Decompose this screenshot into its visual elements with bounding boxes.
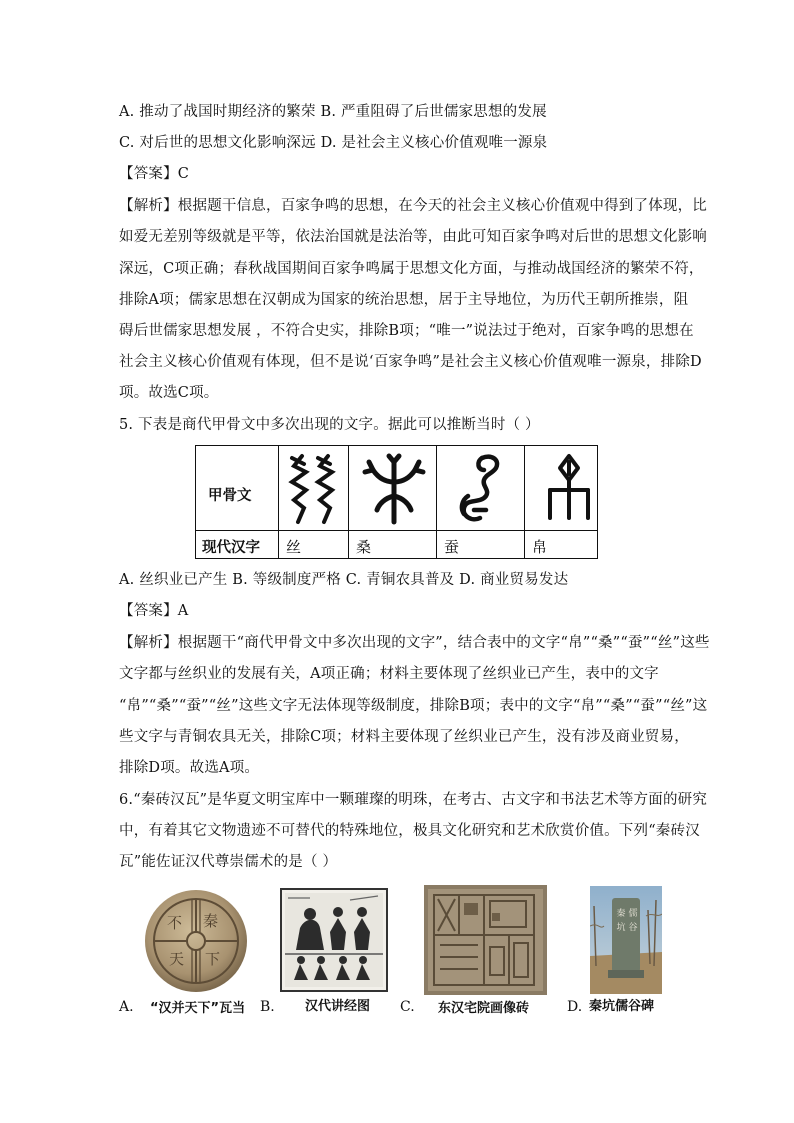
modern-char-1: 丝: [286, 538, 302, 556]
q6-option-c-letter: C.: [400, 999, 415, 1015]
courtyard-brick-image: [424, 885, 547, 995]
oracle-bone-table: [195, 445, 598, 559]
row-label-modern: 现代汉字: [202, 539, 260, 556]
stele-image: [590, 886, 662, 994]
modern-char-3: 蚕: [444, 538, 460, 556]
svg-text:儒: 儒: [628, 909, 638, 919]
question-5-stem: 5. 下表是商代甲骨文中多次出现的文字。据此可以推断当时（ ）: [119, 417, 540, 433]
q5-analysis-3: “帛”“桑”“蚕”“丝”这些文字无法体现等级制度，排除B项；表中的文字“帛”“桑”“蚕”“丝”这: [119, 698, 708, 714]
svg-text:坑: 坑: [616, 923, 626, 933]
analysis-line-2: 如爱无差别等级就是平等，依法治国就是法治等，由此可知百家争鸣对后世的思想文化影响: [119, 229, 707, 245]
answer-line: 【答案】C: [119, 166, 190, 182]
analysis-line-3: 深远，C项正确；春秋战国期间百家争鸣属于思想文化方面，与推动战国经济的繁荣不符，: [119, 261, 704, 277]
analysis-line-5: 碍后世儒家思想发展 ，不符合史实，排除B项；“唯一”说法过于绝对，百家争鸣的思想在: [119, 323, 694, 339]
q6-stem-1: 6.“秦砖汉瓦”是华夏文明宝库中一颗璀璨的明珠，在考古、古文字和书法艺术等方面的研究: [119, 792, 708, 808]
q6-option-b-letter: B.: [260, 999, 275, 1015]
oracle-glyph-silkworm: [446, 452, 516, 526]
q6-option-a-caption: “汉并天下”瓦当: [150, 1001, 246, 1016]
oracle-glyph-silk: [280, 452, 350, 526]
analysis-line-4: 排除A项；儒家思想在汉朝成为国家的统治思想，居于主导地位，为历代王朝所推崇，阻: [119, 292, 689, 308]
oracle-glyph-mulberry: [359, 452, 429, 526]
q5-analysis-4: 些文字与青铜农具无关，排除C项；材料主要体现了丝织业已产生，没有涉及商业贸易，: [119, 729, 689, 745]
oracle-glyph-fabric: [534, 452, 604, 526]
q5-analysis-1: 【解析】根据题干“商代甲骨文中多次出现的文字”，结合表中的文字“帛”“桑”“蚕”“丝”这些: [119, 635, 710, 651]
svg-text:下: 下: [205, 950, 221, 968]
q5-analysis-2: 文字都与丝织业的发展有关，A项正确；材料主要体现了丝织业已产生，表中的文字: [119, 666, 659, 682]
svg-text:不: 不: [167, 914, 183, 932]
wadang-tile-image: [143, 888, 249, 994]
q6-option-b-caption: 汉代讲经图: [305, 999, 371, 1014]
q6-stem-3: 瓦”能佐证汉代尊崇儒术的是（ ）: [119, 854, 338, 870]
q6-option-d-letter: D.: [567, 999, 583, 1015]
modern-char-4: 帛: [532, 538, 548, 556]
analysis-line-1: 【解析】根据题干信息，百家争鸣的思想，在今天的社会主义核心价值观中得到了体现，比: [119, 198, 707, 214]
analysis-line-6: 社会主义核心价值观有体现，但不是说‘百家争鸣”是社会主义核心价值观唯一源泉，排除D: [119, 354, 702, 370]
option-line-ab: A. 推动了战国时期经济的繁荣 B. 严重阻碍了后世儒家思想的发展: [119, 104, 547, 120]
q5-options: A. 丝织业已产生 B. 等级制度严格 C. 青铜农具普及 D. 商业贸易发达: [119, 572, 569, 588]
row-label-oracle: 甲骨文: [208, 487, 252, 504]
svg-text:天: 天: [169, 950, 185, 968]
modern-char-2: 桑: [356, 538, 372, 556]
svg-text:秦: 秦: [203, 912, 219, 930]
han-lecture-image: [280, 888, 388, 992]
svg-text:秦: 秦: [616, 909, 626, 919]
q6-option-c-caption: 东汉宅院画像砖: [438, 1001, 530, 1016]
q5-analysis-5: 排除D项。故选A项。: [119, 760, 260, 776]
analysis-line-7: 项。故选C项。: [119, 385, 219, 401]
option-line-cd: C. 对后世的思想文化影响深远 D. 是社会主义核心价值观唯一源泉: [119, 135, 548, 151]
q6-stem-2: 中，有着其它文物遗迹不可替代的特殊地位，极具文化研究和艺术欣赏价值。下列“秦砖汉: [119, 823, 700, 839]
q6-option-a-letter: A.: [119, 999, 134, 1015]
svg-text:谷: 谷: [628, 923, 638, 933]
q6-option-d-caption: 秦坑儒谷碑: [589, 999, 655, 1014]
q5-answer: 【答案】A: [119, 603, 189, 619]
